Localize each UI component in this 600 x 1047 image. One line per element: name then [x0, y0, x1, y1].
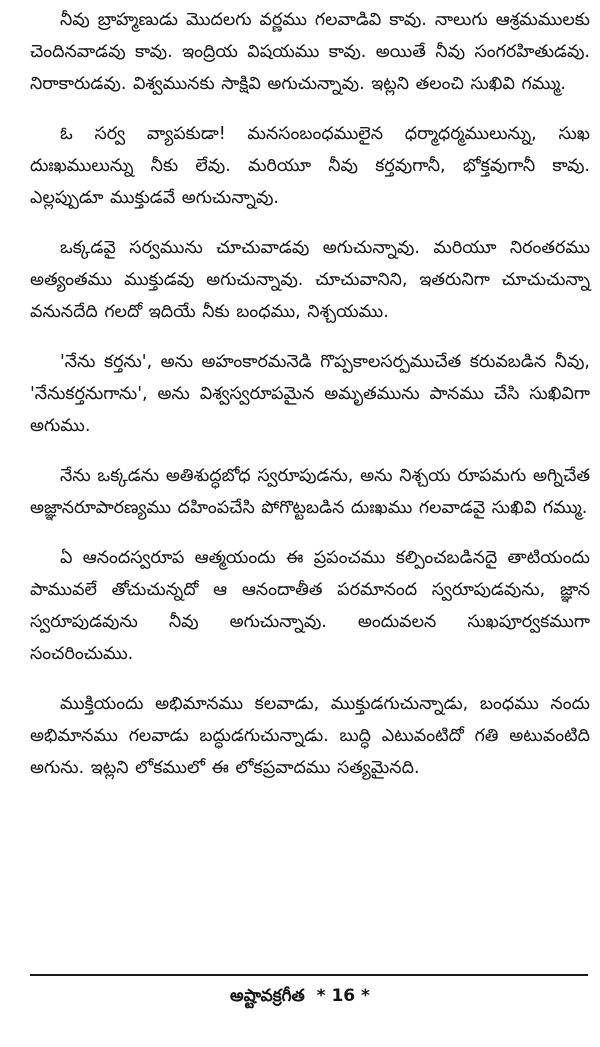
page-body — [30, 4, 590, 784]
page-footer — [0, 980, 600, 1012]
paragraph-3: ఒక్కడవై సర్వమును చూచువాడవు అగుచున్నావు. మరియూ నిరంతరము అత్యంతము ముక్తుడవు అగుచున్నావు. చూచువానిని, ఇతరునిగా చూచుచున్నా వనునదేది గలదో ఇదియే నీకు బంధము, నిశ్చయము. — [30, 238, 590, 322]
footer-divider — [30, 974, 588, 976]
paragraph-6: ఏ ఆనందస్వరూప ఆత్మయందు ఈ ప్రపంచము కల్పించబడినదై తాటియందు పామువలే తోచుచున్నదో ఆ ఆనందాతీత పరమానంద స్వరూపుడవును, జ్ఞాన స్వరూపుడవును నీవు అగుచున్నావు. అందువలన సుఖపూర్వకముగా సంచరించుము. — [30, 548, 590, 664]
paragraph-7: ముక్తియందు అభిమానము కలవాడు, ముక్తుడగుచున్నాడు, బంధము నందు అభిమానము గలవాడు బద్ధుడగుచున్నాడు. బుద్ధి ఎటువంటిదో గతి అటువంటిది అగును. ఇట్లని లోకములో ఈ లోకప్రవాదము సత్యమైనది. — [30, 694, 590, 778]
paragraph-5: నేను ఒక్కడను అతిశుద్ధబోధ స్వరూపుడను, అను నిశ్చయ రూపమగు అగ్నిచేత అజ్ఞానరూపారణ్యము దహింపచేసి పోగొట్టబడిన దుఃఖము గలవాడవై సుఖివి గమ్ము. — [30, 466, 590, 518]
page-number: * 16 * — [316, 986, 370, 1006]
paragraph-1: నీవు బ్రాహ్మణుడు మొదలగు వర్ణము గలవాడివి కావు. నాలుగు ఆశ్రమములకు చెందినవాడవు కావు. ఇంద్రియ విషయము కావు. అయితే నీవు సంగరహితుడవు. నిరాకారుడవు. విశ్వమునకు సాక్షివి అగుచున్నావు. ఇట్లని తలంచి సుఖివి గమ్ము. — [30, 10, 590, 94]
paragraph-4: 'నేను కర్తను', అను అహంకారమనెడి గొప్పకాలసర్పముచేత కరువబడిన నీవు, 'నేనుకర్తనుగాను', అను విశ్వస్వరూపమైన అమృతమును పానము చేసి సుఖివిగా అగుము. — [30, 352, 590, 436]
paragraph-2: ఓ సర్వ వ్యాపకుడా! మనసంబంధములైన ధర్మాధర్మములున్ను, సుఖ దుఃఖములున్ను నీకు లేవు. మరియూ నీవు కర్తవుగానీ, భోక్తవుగానీ కావు. ఎల్లప్పుడూ ముక్తుడవే అగుచున్నావు. — [30, 124, 590, 208]
footer-book-title: అష్టావక్రగీత — [230, 986, 305, 1006]
